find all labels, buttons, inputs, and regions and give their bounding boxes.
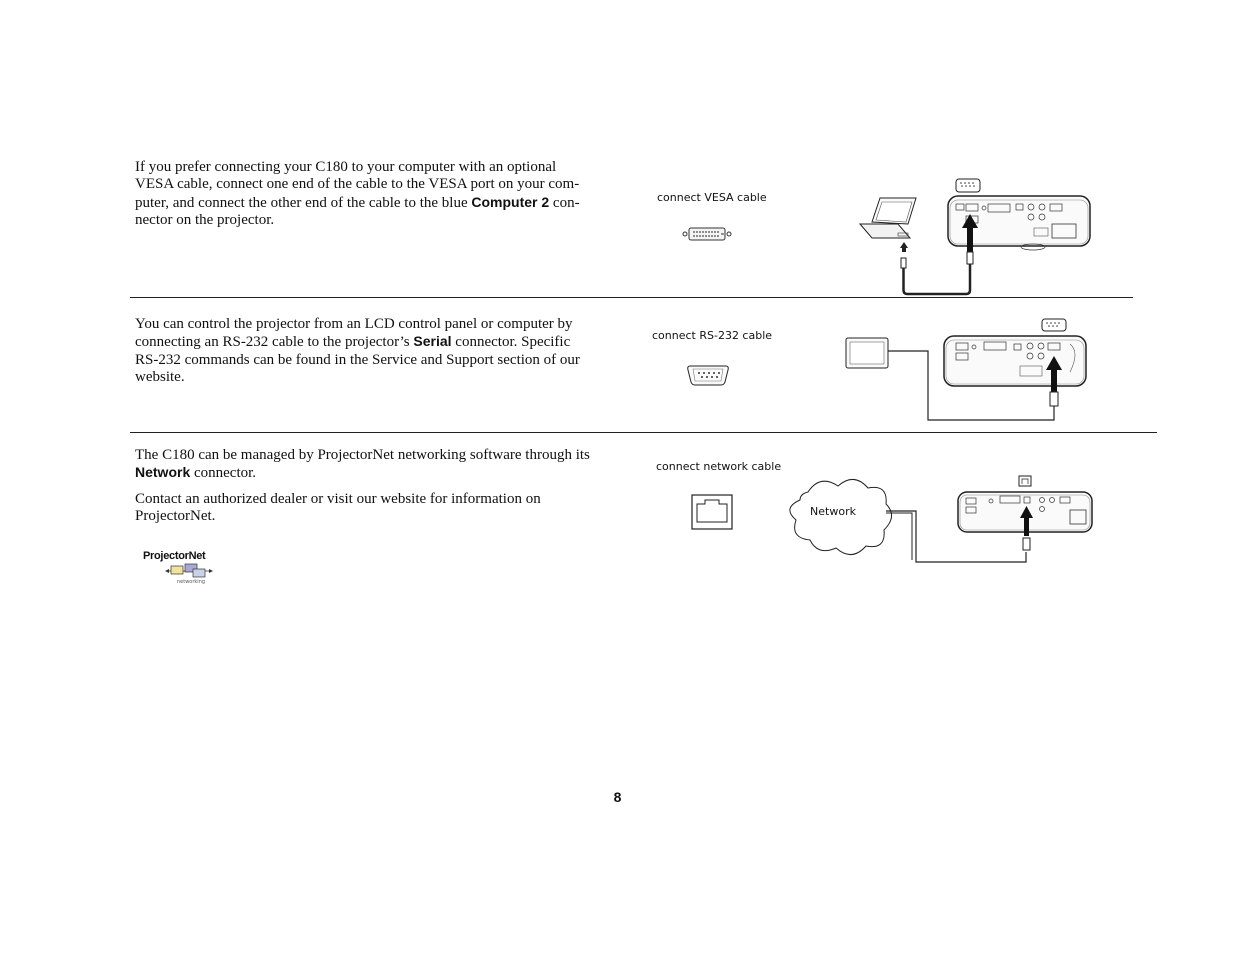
network-paragraph-1 [135, 447, 590, 483]
vesa-caption: connect VESA cable [657, 191, 767, 204]
text-run: VESA cable, connect one end of the cable to the VESA port on your com- [135, 176, 580, 193]
projectornet-logo: ProjectorNet networking [143, 550, 215, 588]
serial-connection-diagram [844, 316, 1094, 426]
paragraph-line [135, 212, 580, 229]
paragraph-line [135, 464, 590, 482]
paragraph-line [135, 333, 580, 351]
projectornet-logo-graphic [143, 563, 215, 579]
bold-term: Computer 2 [471, 193, 550, 210]
text-run: RS-232 commands can be found in the Service and Support section of our [135, 351, 580, 368]
serial-caption: connect RS-232 cable [652, 329, 773, 342]
text-run: puter, and connect the other end of the cable to the blue [135, 194, 472, 211]
paragraph-line [135, 508, 541, 525]
text-run: con- [549, 194, 580, 211]
vga-port-icon [956, 179, 980, 192]
paragraph-line [135, 352, 580, 369]
bold-term: Network [135, 464, 191, 481]
serial-port-icon [1042, 319, 1066, 331]
serial-paragraph [135, 316, 580, 386]
text-run: Contact an authorized dealer or visit our website for information on [135, 491, 541, 507]
control-panel-icon [846, 338, 888, 368]
paragraph-line [135, 491, 541, 508]
text-run: ProjectorNet. [135, 508, 216, 525]
paragraph-line [135, 159, 580, 176]
section-divider-2 [130, 432, 1157, 433]
text-run: You can control the projector from an LCD control panel or computer by [135, 316, 573, 332]
paragraph-line [135, 194, 580, 212]
vesa-paragraph [135, 159, 580, 229]
paragraph-line [135, 176, 580, 193]
section-divider-1 [130, 297, 1133, 298]
network-port-icon [1019, 476, 1031, 486]
paragraph-line [135, 316, 580, 333]
bold-term: Serial [413, 333, 452, 350]
text-run: connector. [190, 465, 257, 482]
text-run: If you prefer connecting your C180 to your computer with an optional [135, 159, 557, 175]
network-caption: connect network cable [656, 460, 782, 473]
network-paragraph-2 [135, 491, 541, 526]
page-number: 8 [613, 789, 622, 805]
text-run: The C180 can be managed by ProjectorNet networking software through its [135, 447, 590, 463]
network-connection-diagram [780, 472, 1100, 568]
network-cloud-label: Network [810, 505, 856, 518]
text-run: website. [135, 368, 185, 385]
serial-connector-icon [685, 363, 731, 387]
text-run: connector. Specific [451, 334, 571, 351]
laptop-icon [860, 198, 916, 238]
vesa-connector-icon [682, 226, 732, 242]
text-run: connecting an RS-232 cable to the projector’s [135, 334, 414, 351]
text-run: nector on the projector. [135, 211, 275, 228]
vesa-connection-diagram [858, 176, 1098, 298]
rj45-connector-icon [691, 494, 733, 530]
projector-icon [944, 336, 1086, 386]
paragraph-line [135, 447, 590, 464]
paragraph-line [135, 369, 580, 386]
